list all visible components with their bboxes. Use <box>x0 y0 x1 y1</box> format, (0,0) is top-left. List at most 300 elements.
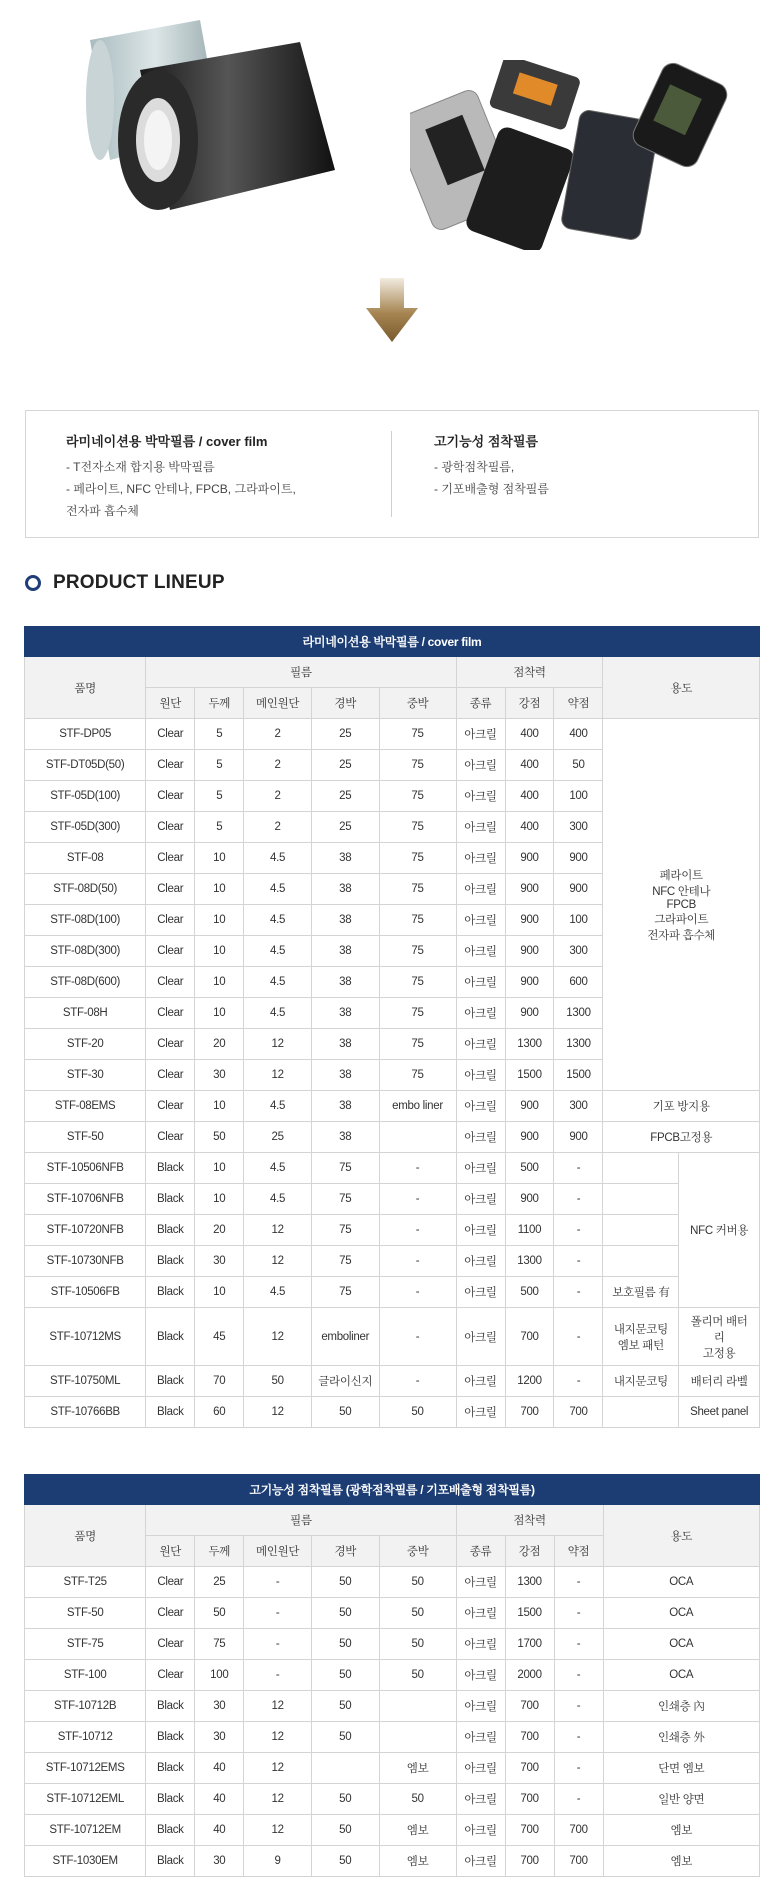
thickness-cell: 5 <box>195 719 244 750</box>
divider <box>391 431 392 517</box>
adhesive-type-cell: 아크릴 <box>456 750 505 781</box>
usage-cell <box>603 1308 679 1366</box>
table-row <box>25 1784 760 1815</box>
adhesive-type-cell: 아크릴 <box>456 1629 505 1660</box>
adhesive-type-cell: 아크릴 <box>456 719 505 750</box>
light-liner-cell: 50 <box>311 1846 379 1877</box>
thickness-cell: 30 <box>195 1060 244 1091</box>
header-base: 원단 <box>146 1536 195 1567</box>
thickness-cell: 30 <box>195 1246 244 1277</box>
product-name-cell: STF-10712MS <box>25 1308 146 1366</box>
base-cell: Black <box>146 1722 195 1753</box>
strong-adhesion-cell: 1300 <box>505 1246 554 1277</box>
usage-cell: OCA <box>603 1598 759 1629</box>
weak-adhesion-cell: - <box>554 1784 603 1815</box>
base-cell: Clear <box>146 998 195 1029</box>
main-base-cell: - <box>244 1598 312 1629</box>
adhesive-film-summary <box>434 431 734 500</box>
thickness-cell: 50 <box>195 1598 244 1629</box>
light-liner-cell: 38 <box>311 998 379 1029</box>
main-base-cell: 4.5 <box>244 998 312 1029</box>
cover-film-line: - T전자소재 합지용 박막필름 <box>66 460 215 474</box>
thickness-cell: 10 <box>195 874 244 905</box>
light-liner-cell: emboliner <box>311 1308 379 1366</box>
main-base-cell: 12 <box>244 1215 312 1246</box>
base-cell: Black <box>146 1784 195 1815</box>
adhesive-type-cell: 아크릴 <box>456 1660 505 1691</box>
product-name-cell: STF-08EMS <box>25 1091 146 1122</box>
product-category-summary <box>25 410 759 538</box>
adhesive-type-cell: 아크릴 <box>456 1784 505 1815</box>
light-liner-cell: 50 <box>311 1784 379 1815</box>
header-product: 품명 <box>25 657 146 719</box>
usage-cell: FPCB고정용 <box>603 1122 760 1153</box>
main-base-cell: 12 <box>244 1397 312 1428</box>
weak-adhesion-cell: - <box>554 1691 603 1722</box>
light-liner-cell: 75 <box>311 1246 379 1277</box>
heavy-liner-cell <box>379 1691 456 1722</box>
weak-adhesion-cell: - <box>554 1215 603 1246</box>
main-base-cell: 4.5 <box>244 1153 312 1184</box>
heavy-liner-cell: 50 <box>379 1660 456 1691</box>
strong-adhesion-cell: 700 <box>505 1691 554 1722</box>
light-liner-cell: 50 <box>311 1815 379 1846</box>
usage-cell: 기포 방지용 <box>603 1091 760 1122</box>
light-liner-cell: 25 <box>311 781 379 812</box>
weak-adhesion-cell: 300 <box>554 936 603 967</box>
thickness-cell: 45 <box>195 1308 244 1366</box>
weak-adhesion-cell: 400 <box>554 719 603 750</box>
base-cell: Black <box>146 1153 195 1184</box>
adhesive-type-cell: 아크릴 <box>456 843 505 874</box>
adhesive-type-cell: 아크릴 <box>456 1060 505 1091</box>
product-name-cell: STF-30 <box>25 1060 146 1091</box>
strong-adhesion-cell: 900 <box>505 1122 554 1153</box>
main-base-cell: 50 <box>244 1366 312 1397</box>
weak-adhesion-cell: - <box>554 1598 603 1629</box>
strong-adhesion-cell: 700 <box>505 1753 554 1784</box>
header-type: 종류 <box>456 1536 505 1567</box>
thickness-cell: 5 <box>195 812 244 843</box>
strong-adhesion-cell: 400 <box>505 812 554 843</box>
base-cell: Black <box>146 1184 195 1215</box>
weak-adhesion-cell: 900 <box>554 1122 603 1153</box>
thickness-cell: 10 <box>195 843 244 874</box>
thickness-cell: 5 <box>195 750 244 781</box>
weak-adhesion-cell: 700 <box>554 1815 603 1846</box>
strong-adhesion-cell: 500 <box>505 1277 554 1308</box>
heavy-liner-cell <box>379 1722 456 1753</box>
strong-adhesion-cell: 900 <box>505 998 554 1029</box>
thickness-cell: 40 <box>195 1784 244 1815</box>
usage-cell: 내지문코팅 <box>603 1366 679 1397</box>
heavy-liner-cell: 75 <box>379 874 456 905</box>
light-liner-cell: 38 <box>311 936 379 967</box>
product-name-cell: STF-08D(50) <box>25 874 146 905</box>
usage-cell <box>603 1397 679 1428</box>
strong-adhesion-cell: 700 <box>505 1308 554 1366</box>
light-liner-cell: 75 <box>311 1277 379 1308</box>
heavy-liner-cell: - <box>379 1184 456 1215</box>
weak-adhesion-cell: - <box>554 1184 603 1215</box>
main-base-cell: 9 <box>244 1846 312 1877</box>
table-row <box>25 1277 760 1308</box>
main-base-cell: 2 <box>244 781 312 812</box>
adhesive-type-cell: 아크릴 <box>456 1308 505 1366</box>
base-cell: Clear <box>146 843 195 874</box>
header-film: 필름 <box>146 657 456 688</box>
main-base-cell: 12 <box>244 1815 312 1846</box>
usage-line: NFC 안테나 <box>652 885 711 898</box>
light-liner-cell: 75 <box>311 1153 379 1184</box>
product-name-cell: STF-1030EM <box>25 1846 146 1877</box>
base-cell: Black <box>146 1753 195 1784</box>
usage-line: 고정용 <box>702 1347 736 1360</box>
light-liner-cell: 38 <box>311 1029 379 1060</box>
strong-adhesion-cell: 900 <box>505 967 554 998</box>
base-cell: Black <box>146 1308 195 1366</box>
weak-adhesion-cell: 50 <box>554 750 603 781</box>
header-usage: 용도 <box>603 657 760 719</box>
table-row <box>25 1815 760 1846</box>
strong-adhesion-cell: 1700 <box>505 1629 554 1660</box>
table-row <box>25 1366 760 1397</box>
header-strong: 강점 <box>505 1536 554 1567</box>
base-cell: Clear <box>146 781 195 812</box>
down-arrow-icon <box>366 278 418 342</box>
heavy-liner-cell: 엠보 <box>379 1815 456 1846</box>
header-thickness: 두께 <box>195 688 244 719</box>
strong-adhesion-cell: 400 <box>505 719 554 750</box>
usage-cell: 인쇄층 內 <box>603 1691 759 1722</box>
main-base-cell: 4.5 <box>244 1091 312 1122</box>
product-name-cell: STF-08H <box>25 998 146 1029</box>
usage-cell: 엠보 <box>603 1846 759 1877</box>
base-cell: Clear <box>146 1598 195 1629</box>
usage-cell: NFC 커버용 <box>679 1153 760 1308</box>
base-cell: Black <box>146 1246 195 1277</box>
adhesive-type-cell: 아크릴 <box>456 1277 505 1308</box>
adhesive-type-cell: 아크릴 <box>456 905 505 936</box>
usage-cell <box>603 719 760 1091</box>
adhesive-film-line: - 광학점착필름, <box>434 460 515 474</box>
heavy-liner-cell: 75 <box>379 1060 456 1091</box>
main-base-cell: 12 <box>244 1308 312 1366</box>
table-row <box>25 1246 760 1277</box>
header-base: 원단 <box>146 688 195 719</box>
heavy-liner-cell: 75 <box>379 812 456 843</box>
strong-adhesion-cell: 900 <box>505 936 554 967</box>
table-caption: 고기능성 점착필름 (광학점착필름 / 기포배출형 점착필름) <box>25 1475 760 1505</box>
light-liner-cell <box>311 1753 379 1784</box>
table-row <box>25 1567 760 1598</box>
strong-adhesion-cell: 1100 <box>505 1215 554 1246</box>
adhesive-type-cell: 아크릴 <box>456 967 505 998</box>
light-liner-cell: 25 <box>311 719 379 750</box>
table-row <box>25 1308 760 1366</box>
light-liner-cell: 38 <box>311 1122 379 1153</box>
table-row <box>25 1153 760 1184</box>
strong-adhesion-cell: 700 <box>505 1846 554 1877</box>
usage-line: 내지문코팅 <box>613 1323 668 1336</box>
product-name-cell: STF-05D(300) <box>25 812 146 843</box>
weak-adhesion-cell: - <box>554 1567 603 1598</box>
light-liner-cell: 50 <box>311 1660 379 1691</box>
base-cell: Black <box>146 1846 195 1877</box>
thickness-cell: 10 <box>195 1153 244 1184</box>
adhesive-type-cell: 아크릴 <box>456 1567 505 1598</box>
section-title: PRODUCT LINEUP <box>53 572 225 593</box>
weak-adhesion-cell: 700 <box>554 1397 603 1428</box>
light-liner-cell: 50 <box>311 1397 379 1428</box>
base-cell: Clear <box>146 1060 195 1091</box>
base-cell: Clear <box>146 936 195 967</box>
product-name-cell: STF-100 <box>25 1660 146 1691</box>
light-liner-cell: 50 <box>311 1598 379 1629</box>
usage-cell <box>603 1246 679 1277</box>
header-thickness: 두께 <box>195 1536 244 1567</box>
header-film: 필름 <box>146 1505 456 1536</box>
smartphone-parts-image <box>410 60 740 250</box>
base-cell: Black <box>146 1366 195 1397</box>
weak-adhesion-cell: 100 <box>554 781 603 812</box>
weak-adhesion-cell: 300 <box>554 1091 603 1122</box>
main-base-cell: 12 <box>244 1722 312 1753</box>
product-name-cell: STF-05D(100) <box>25 781 146 812</box>
main-base-cell: - <box>244 1660 312 1691</box>
table-row <box>25 1184 760 1215</box>
weak-adhesion-cell: 1300 <box>554 998 603 1029</box>
product-name-cell: STF-20 <box>25 1029 146 1060</box>
product-name-cell: STF-10750ML <box>25 1366 146 1397</box>
heavy-liner-cell: - <box>379 1308 456 1366</box>
light-liner-cell: 38 <box>311 1060 379 1091</box>
main-base-cell: 4.5 <box>244 905 312 936</box>
weak-adhesion-cell: 900 <box>554 874 603 905</box>
strong-adhesion-cell: 2000 <box>505 1660 554 1691</box>
header-light-liner: 경박 <box>311 688 379 719</box>
adhesive-type-cell: 아크릴 <box>456 1246 505 1277</box>
hero-images <box>0 0 775 300</box>
heavy-liner-cell: 50 <box>379 1784 456 1815</box>
heavy-liner-cell: 75 <box>379 998 456 1029</box>
thickness-cell: 20 <box>195 1029 244 1060</box>
strong-adhesion-cell: 900 <box>505 1184 554 1215</box>
weak-adhesion-cell: 900 <box>554 843 603 874</box>
thickness-cell: 10 <box>195 1277 244 1308</box>
weak-adhesion-cell: - <box>554 1277 603 1308</box>
light-liner-cell: 75 <box>311 1184 379 1215</box>
thickness-cell: 10 <box>195 1184 244 1215</box>
product-name-cell: STF-10712B <box>25 1691 146 1722</box>
thickness-cell: 10 <box>195 967 244 998</box>
strong-adhesion-cell: 1300 <box>505 1029 554 1060</box>
usage-line: 리 <box>713 1331 725 1344</box>
table-row <box>25 1753 760 1784</box>
main-base-cell: 2 <box>244 812 312 843</box>
weak-adhesion-cell: - <box>554 1153 603 1184</box>
product-name-cell: STF-10712EM <box>25 1815 146 1846</box>
adhesive-film-title: 고기능성 점착필름 <box>434 434 539 449</box>
usage-cell: OCA <box>603 1567 759 1598</box>
base-cell: Black <box>146 1397 195 1428</box>
base-cell: Clear <box>146 1629 195 1660</box>
header-main-base: 메인원단 <box>244 1536 312 1567</box>
table-row <box>25 1397 760 1428</box>
weak-adhesion-cell: 600 <box>554 967 603 998</box>
strong-adhesion-cell: 900 <box>505 843 554 874</box>
strong-adhesion-cell: 700 <box>505 1397 554 1428</box>
usage-cell <box>679 1308 760 1366</box>
usage-line: 페라이트 <box>659 869 703 882</box>
heavy-liner-cell: - <box>379 1366 456 1397</box>
main-base-cell: 12 <box>244 1691 312 1722</box>
base-cell: Clear <box>146 1122 195 1153</box>
usage-cell: OCA <box>603 1660 759 1691</box>
heavy-liner-cell: 75 <box>379 843 456 874</box>
adhesive-type-cell: 아크릴 <box>456 1753 505 1784</box>
usage-cell <box>603 1184 679 1215</box>
table-row <box>25 1091 760 1122</box>
header-adhesive: 점착력 <box>456 657 603 688</box>
heavy-liner-cell: - <box>379 1277 456 1308</box>
header-heavy-liner: 중박 <box>379 688 456 719</box>
main-base-cell: 12 <box>244 1784 312 1815</box>
header-adhesive: 점착력 <box>456 1505 603 1536</box>
heavy-liner-cell: 75 <box>379 967 456 998</box>
product-name-cell: STF-10712 <box>25 1722 146 1753</box>
usage-cell <box>603 1215 679 1246</box>
main-base-cell: 25 <box>244 1122 312 1153</box>
table-row <box>25 719 760 750</box>
base-cell: Clear <box>146 1660 195 1691</box>
usage-line: FPCB <box>666 898 696 911</box>
cover-film-line: - 페라이트, NFC 안테나, FPCB, 그라파이트, <box>66 482 296 496</box>
product-name-cell: STF-T25 <box>25 1567 146 1598</box>
light-liner-cell: 50 <box>311 1691 379 1722</box>
adhesive-type-cell: 아크릴 <box>456 1815 505 1846</box>
base-cell: Black <box>146 1815 195 1846</box>
header-weak: 약점 <box>554 1536 603 1567</box>
light-liner-cell: 50 <box>311 1567 379 1598</box>
heavy-liner-cell: 엠보 <box>379 1846 456 1877</box>
usage-line: 폴리머 배터 <box>690 1315 748 1328</box>
table-row <box>25 1629 760 1660</box>
product-name-cell: STF-10506NFB <box>25 1153 146 1184</box>
strong-adhesion-cell: 400 <box>505 781 554 812</box>
light-liner-cell: 38 <box>311 905 379 936</box>
heavy-liner-cell: 75 <box>379 719 456 750</box>
product-name-cell: STF-08D(600) <box>25 967 146 998</box>
product-name-cell: STF-10720NFB <box>25 1215 146 1246</box>
product-name-cell: STF-DP05 <box>25 719 146 750</box>
main-base-cell: - <box>244 1567 312 1598</box>
adhesive-type-cell: 아크릴 <box>456 1184 505 1215</box>
usage-line: 엠보 패턴 <box>617 1339 664 1352</box>
usage-line: 전자파 흡수체 <box>647 929 716 942</box>
main-base-cell: 2 <box>244 719 312 750</box>
heavy-liner-cell: 50 <box>379 1629 456 1660</box>
table-row <box>25 1122 760 1153</box>
light-liner-cell: 50 <box>311 1629 379 1660</box>
usage-cell: 배터리 라벨 <box>679 1366 760 1397</box>
light-liner-cell: 25 <box>311 750 379 781</box>
weak-adhesion-cell: - <box>554 1722 603 1753</box>
main-base-cell: 4.5 <box>244 1184 312 1215</box>
thickness-cell: 20 <box>195 1215 244 1246</box>
main-base-cell: 2 <box>244 750 312 781</box>
weak-adhesion-cell: - <box>554 1753 603 1784</box>
header-strong: 강점 <box>505 688 554 719</box>
table-row <box>25 1691 760 1722</box>
product-name-cell: STF-10506FB <box>25 1277 146 1308</box>
product-name-cell: STF-50 <box>25 1598 146 1629</box>
thickness-cell: 100 <box>195 1660 244 1691</box>
base-cell: Black <box>146 1691 195 1722</box>
main-base-cell: 4.5 <box>244 967 312 998</box>
cover-film-title: 라미네이션용 박막필름 / cover film <box>66 434 268 449</box>
header-light-liner: 경박 <box>311 1536 379 1567</box>
main-base-cell: 4.5 <box>244 874 312 905</box>
adhesive-type-cell: 아크릴 <box>456 1691 505 1722</box>
product-name-cell: STF-10712EML <box>25 1784 146 1815</box>
product-name-cell: STF-DT05D(50) <box>25 750 146 781</box>
heavy-liner-cell: 75 <box>379 781 456 812</box>
thickness-cell: 40 <box>195 1753 244 1784</box>
strong-adhesion-cell: 700 <box>505 1815 554 1846</box>
base-cell: Clear <box>146 812 195 843</box>
heavy-liner-cell: 50 <box>379 1567 456 1598</box>
ring-bullet-icon <box>25 575 41 591</box>
table-row <box>25 1215 760 1246</box>
adhesive-type-cell: 아크릴 <box>456 1029 505 1060</box>
table-row <box>25 1846 760 1877</box>
adhesive-type-cell: 아크릴 <box>456 1122 505 1153</box>
thickness-cell: 10 <box>195 1091 244 1122</box>
heavy-liner-cell: 75 <box>379 905 456 936</box>
heavy-liner-cell: 75 <box>379 1029 456 1060</box>
heavy-liner-cell: 50 <box>379 1397 456 1428</box>
adhesive-type-cell: 아크릴 <box>456 998 505 1029</box>
thickness-cell: 5 <box>195 781 244 812</box>
cover-film-line: 전자파 흡수체 <box>66 504 139 518</box>
thickness-cell: 30 <box>195 1846 244 1877</box>
product-lineup-heading <box>25 572 225 594</box>
black-film-roll-image <box>110 40 340 220</box>
thickness-cell: 10 <box>195 905 244 936</box>
thickness-cell: 25 <box>195 1567 244 1598</box>
adhesive-type-cell: 아크릴 <box>456 812 505 843</box>
heavy-liner-cell: 75 <box>379 750 456 781</box>
weak-adhesion-cell: - <box>554 1629 603 1660</box>
light-liner-cell: 25 <box>311 812 379 843</box>
base-cell: Clear <box>146 967 195 998</box>
usage-cell: 보호필름 有 <box>603 1277 679 1308</box>
usage-cell: 엠보 <box>603 1815 759 1846</box>
base-cell: Clear <box>146 1567 195 1598</box>
usage-cell: Sheet panel <box>679 1397 760 1428</box>
thickness-cell: 75 <box>195 1629 244 1660</box>
main-base-cell: - <box>244 1629 312 1660</box>
main-base-cell: 12 <box>244 1029 312 1060</box>
base-cell: Clear <box>146 874 195 905</box>
table-row <box>25 1598 760 1629</box>
adhesive-type-cell: 아크릴 <box>456 1846 505 1877</box>
header-weak: 약점 <box>554 688 603 719</box>
heavy-liner-cell: embo liner <box>379 1091 456 1122</box>
weak-adhesion-cell: 1300 <box>554 1029 603 1060</box>
thickness-cell: 30 <box>195 1722 244 1753</box>
